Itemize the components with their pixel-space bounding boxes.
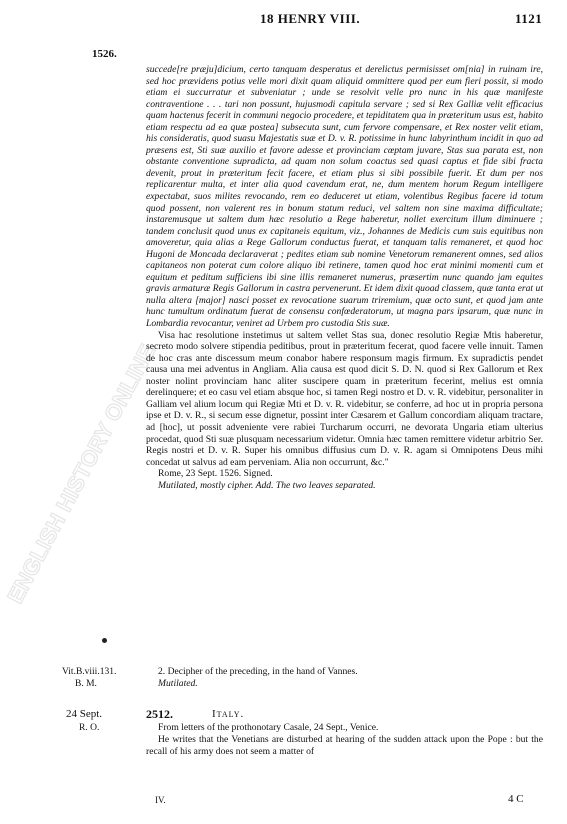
entry-source-line: From letters of the prothonotary Casale, 24 Sept., Venice. bbox=[158, 722, 379, 733]
watermark bbox=[0, 330, 161, 610]
entry-repository: R. O. bbox=[79, 723, 100, 733]
watermark-text: ENGLISH HISTORY ONLINE bbox=[2, 340, 161, 608]
entry-summary: He writes that the Venetians are disturbed at hearing of the sudden attack upon the Pope : but the recall of his army does not seem a matter of bbox=[146, 734, 543, 757]
entry-number: 2512. bbox=[146, 707, 173, 721]
entry-date: 24 Sept. bbox=[66, 708, 103, 720]
letter-paragraph-1: succede[re præju]dicium, certo tanquam desperatus et derelictus permisisset om[nia] in ruinam ire, sed hoc prævidens potius velle mori dixit quam aliquid ommittere quod per eum fieri possit, si modo etiam ei succurratur et subveniatur ; unde se resolvit velle pro nunc in his quæ manifeste contraventione . . . tari non possunt, hujusmodi capitula servare ; sed si Rex Galliæ velit efficacius quam hactenus fecerit in communi negocio procedere, et tepiditatem qua in præteritum usus est, habito etiam respectu ad ea quæ postea] subsecuta sunt, cum fervore compensare, et Rex noster velit etiam, his consideratis, quod suasu Majestatis suæ et D. v. R. potissime in hunc labyrinthum incidit in quo ad præsens est, Sti suæ auxilio et favore adesse et provinciam cœptam juvare, Stas sua parata est, non obstante conventione supradicta, ad quam non solum coactus sed quasi captus et fide sibi fracta devenit, prout in præteritum fecit facere, et etiam plus si sibi possibile fuerit. Et dum per nos replicarentur multa, et inter alia quod cavendum erat, ne, dum mentem horum Regum intelligere expectabat, suos milites revocando, rem eo deduceret ut etiam, volentibus Regibus facere id totum quod possent, non valerent res in bonum statum reduci, vel saltem non sine maxima difficultate; instaremusque ut saltem dum hæc resolutio a Rege haberetur, nollet exercitum illum diminuere ; tandem conclusit quod unus ex capitaneis equitum, viz., Johannes de Medicis cum suis equitibus non amoveretur, quia alias a Rege Gallorum conductus fuerat, et tanquam talis remaneret, et quod hoc Hugoni de Moncada declaraverat ; pedites etiam sub nomine Venetorum remanerent omnes, sed alios capitaneos non poterat cum colore aliquo ibi retinere, tamen quod hoc erat minimi momenti cum et equitum et peditum sufficiens ibi sine illis remaneret numerus, præsertim nunc quando jam equites gravis armaturæ Regis Gallorum in castra pervenerunt. Et idem dixit quoad classem, quæ tanta erat ut nulla altera [major] nasci posset ex revocatione suarum triremium, quæ octo sunt, et quod jam ante hunc tumultum ordinatum fuerat de consensu confœderatorum, ut magna pars ipsarum, quæ nunc in Lombardia revocantur, veniret ad Urbem pro custodia Stis suæ. bbox=[146, 64, 543, 330]
manuscript-reference: Vit.B.viii.131. bbox=[62, 667, 117, 677]
letter-dateline: Rome, 23 Sept. 1526. Signed. bbox=[158, 468, 273, 480]
letter-description: Mutilated, mostly cipher. Add. The two leaves separated. bbox=[158, 479, 376, 491]
year-label: 1526. bbox=[92, 48, 117, 60]
running-title: 18 HENRY VIII. bbox=[260, 11, 361, 26]
watermark-graphic bbox=[0, 330, 161, 610]
letter-paragraph-2: Visa hac resolutione instetimus ut saltem vellet Stas sua, donec resolutio Regiæ Mtis haberetur, secreto modo solvere stipendia peditibus, prout in præteritum fecerat, quod facere velle innuit. Tamen de hoc cras ante discessum meum conabor habere responsum magis firmum. Ex supradictis pendet causa una mei adventus in Angliam. Alia causa est quod dicit S. D. N. quod si Rex Gallorum et Rex noster nolint provinciam hanc aliter suscipere quam in præteritum fecerint, melius est omnia derelinquere; et eo casu vel etiam absque hoc, si tamen Regi nostro et D. v. R. videbitur, personaliter in Galliam vel alium locum qui Regiæ Mti et D. v. R. videbitur, se conferre, ad hoc ut in propria persona ipse et D. v. R., si secum esse dignetur, possint inter Cæsarem et Gallum concordiam aliquam tractare, ad [hoc], ut possit adveniente vere rabiei Turcharum occurri, ne devorata Ungaria etiam ulterius procedat, quod Sti suæ plusquam necessarium videtur. Omnia hæc tamen remittere videtur arbitrio Ser. Regis nostri et D. v. R. Super his omnibus diffusius cum D. v. R. agam si Omnipotens Deus mihi concedat ut salvus ad eam perveniam. Alia non occurrunt, &c." bbox=[146, 329, 543, 468]
page-number: 1121 bbox=[515, 11, 543, 26]
bullet-marker bbox=[102, 638, 107, 643]
volume-label: IV. bbox=[155, 795, 166, 805]
repository-label: B. M. bbox=[75, 679, 97, 689]
entry-title: Italy. bbox=[212, 708, 245, 720]
decipher-condition: Mutilated. bbox=[158, 678, 198, 689]
decipher-line: 2. Decipher of the preceding, in the hand of Vannes. bbox=[158, 666, 358, 677]
signature-mark: 4 C bbox=[508, 793, 524, 805]
letter-body bbox=[146, 64, 543, 491]
